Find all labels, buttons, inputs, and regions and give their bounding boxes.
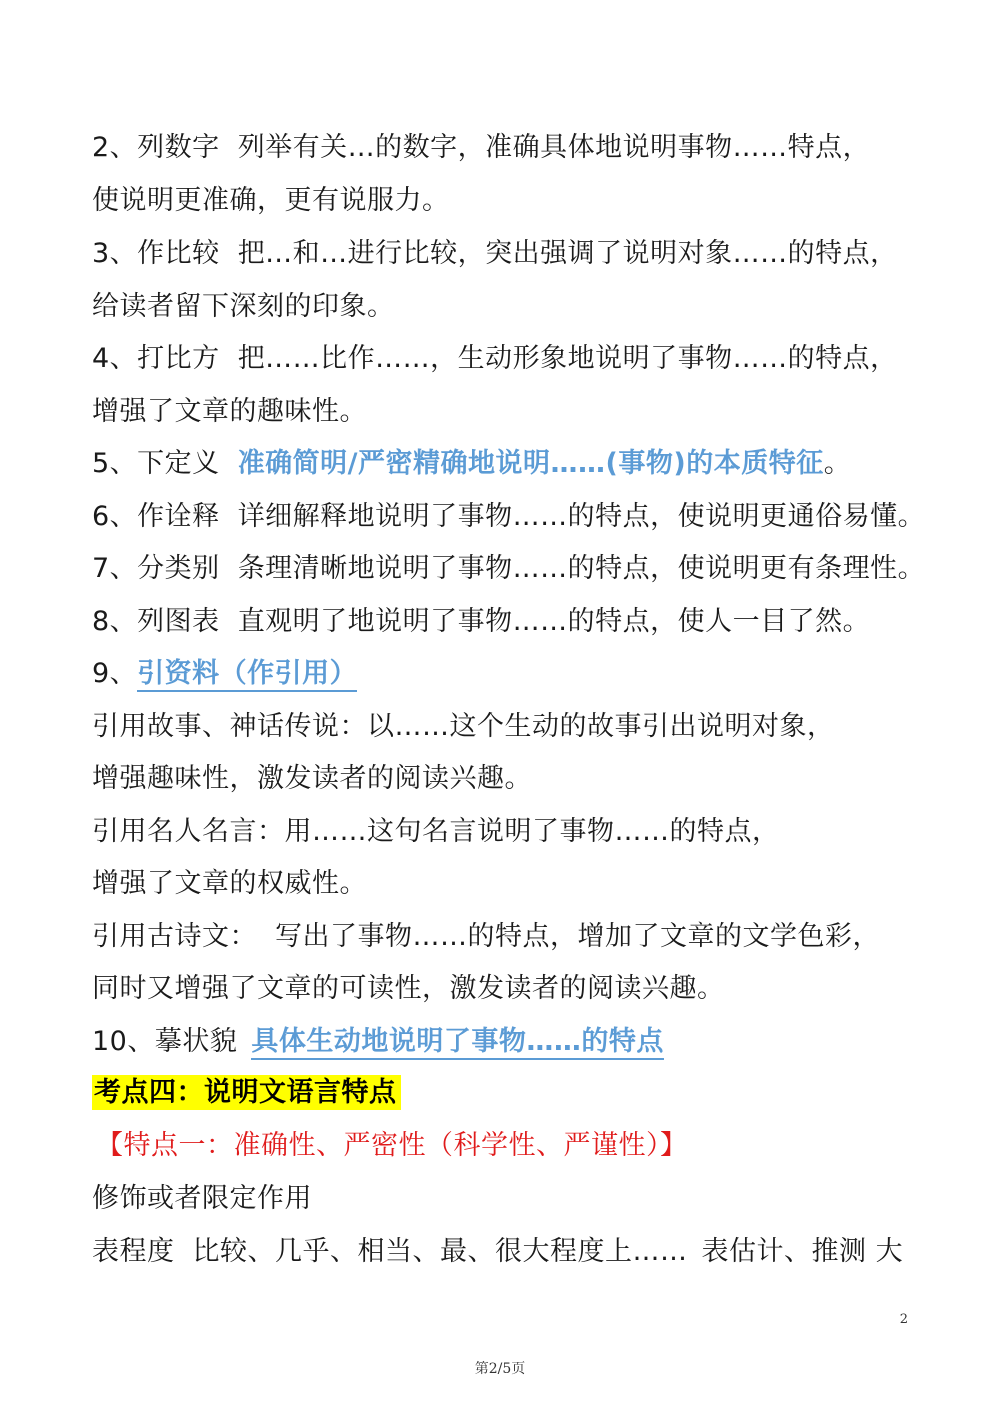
- item-7-text: 条理清晰地说明了事物……的特点，使说明更有条理性。: [237, 553, 926, 584]
- quote-saying-line-2: 增强了文章的权威性。: [92, 868, 367, 899]
- degree-line: [92, 1234, 903, 1270]
- quote-story-line-1: 引用故事、神话传说：以……这个生动的故事引出说明对象，: [92, 711, 835, 742]
- item-10-line: [92, 1024, 664, 1060]
- item-6-line: [92, 499, 925, 535]
- quote-poem-text: 写出了事物……的特点，增加了文章的文学色彩，: [275, 921, 880, 952]
- item-6-label: 6、作诠释: [92, 501, 220, 532]
- item-9-line: [92, 656, 357, 692]
- section-heading-line: [92, 1075, 401, 1111]
- quote-poem-line-2: 同时又增强了文章的可读性，激发读者的阅读兴趣。: [92, 973, 725, 1004]
- item-3-text: 把…和…进行比较，突出强调了说明对象……的特点，: [237, 238, 898, 269]
- item-2-line-2: 使说明更准确，更有说服力。: [92, 185, 450, 216]
- item-4-text: 把……比作……，生动形象地说明了事物……的特点，: [237, 343, 898, 374]
- item-2-label: 2、列数字: [92, 132, 220, 163]
- item-3-line-1: [92, 236, 898, 272]
- item-2-text: 列举有关…的数字，准确具体地说明事物……特点，: [237, 132, 871, 163]
- item-7-label: 7、分类别: [92, 553, 220, 584]
- degree-label: 表程度: [92, 1236, 175, 1267]
- feature-one-heading: 【特点一：准确性、严密性（科学性、严谨性）】: [96, 1130, 688, 1161]
- item-9-emphasis: 引资料（作引用）: [137, 658, 357, 692]
- estimate-text: 表估计、推测 大: [701, 1236, 904, 1267]
- item-3-line-2: 给读者留下深刻的印象。: [92, 291, 395, 322]
- quote-poem-line-1: [92, 919, 880, 955]
- modify-line: 修饰或者限定作用: [92, 1183, 312, 1214]
- item-4-label: 4、打比方: [92, 343, 220, 374]
- page-number: 2: [899, 1312, 908, 1327]
- item-8-label: 8、列图表: [92, 606, 220, 637]
- quote-poem-label: 引用古诗文：: [92, 921, 257, 952]
- item-6-text: 详细解释地说明了事物……的特点，使说明更通俗易懂。: [237, 501, 926, 532]
- page-footer: 第2/5页: [474, 1361, 526, 1377]
- item-5-emphasis: 准确简明/严密精确地说明……(事物)的本质特征: [237, 448, 824, 479]
- item-9-label: 9、: [92, 658, 138, 689]
- item-2-line-1: [92, 130, 870, 166]
- item-7-line: [92, 551, 925, 587]
- item-4-line-1: [92, 341, 898, 377]
- item-3-label: 3、作比较: [92, 238, 220, 269]
- item-5-line: [92, 446, 851, 482]
- item-4-line-2: 增强了文章的趣味性。: [92, 396, 367, 427]
- degree-text: 比较、几乎、相当、最、很大程度上……: [192, 1236, 688, 1267]
- item-10-emphasis: 具体生动地说明了事物……的特点: [251, 1026, 664, 1060]
- item-5-period: 。: [823, 448, 852, 479]
- quote-story-line-2: 增强趣味性，激发读者的阅读兴趣。: [92, 763, 532, 794]
- quote-saying-line-1: 引用名人名言：用……这句名言说明了事物……的特点，: [92, 816, 780, 847]
- item-8-text: 直观明了地说明了事物……的特点，使人一目了然。: [237, 606, 871, 637]
- item-10-label: 10、摹状貌: [92, 1026, 238, 1057]
- item-8-line: [92, 604, 870, 640]
- section-heading: 考点四：说明文语言特点: [92, 1075, 401, 1110]
- item-5-label: 5、下定义: [92, 448, 220, 479]
